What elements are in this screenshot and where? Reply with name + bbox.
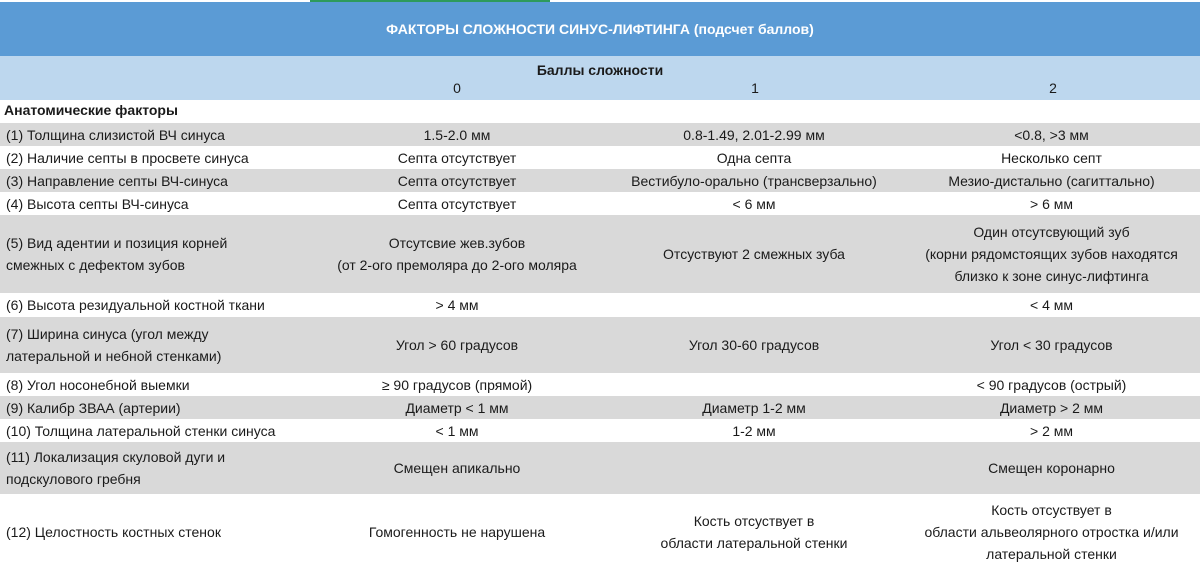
score-1-header: 1	[751, 80, 759, 96]
table-row	[0, 169, 1200, 192]
score-2-cell: Угол < 30 градусов	[990, 337, 1113, 353]
factor-cell: (2) Наличие септы в просвете синуса	[6, 149, 249, 166]
table-row	[0, 293, 1200, 317]
factor-cell: (9) Калибр ЗВАА (артерии)	[6, 399, 181, 416]
score-1-cell: Кость отсуствует в области латеральной стенки	[660, 513, 848, 551]
factor-cell: (12) Целостность костных стенок	[6, 524, 221, 540]
score-2-cell: Диаметр > 2 мм	[999, 399, 1104, 416]
score-1-cell: 1-2 мм	[732, 422, 776, 439]
factor-cell: (1) Толщина слизистой ВЧ синуса	[6, 126, 225, 143]
score-0-cell: Отсутсвие жев.зубов (от 2-ого премоляра до 2-ого моляра	[337, 235, 577, 273]
score-0-cell: < 1 мм	[435, 422, 479, 439]
section-heading: Анатомические факторы	[4, 102, 178, 118]
score-0-cell: Гомогенность не нарушена	[368, 524, 546, 540]
score-2-cell: Один отсутсвующий зуб (корни рядомстоящих зубов находятся близко к зоне синус-лифтинга	[925, 224, 1178, 284]
table-row	[0, 146, 1200, 169]
score-0-cell: Угол > 60 градусов	[395, 337, 519, 353]
score-1-cell: Отсуствуют 2 смежных зуба	[663, 246, 845, 262]
score-0-cell: 1.5-2.0 мм	[423, 126, 491, 143]
score-2-cell: Несколько септ	[1001, 149, 1102, 166]
score-2-header: 2	[1049, 80, 1057, 96]
score-0-cell: Септа отсутствует	[397, 149, 517, 166]
score-0-cell: Смещен апикально	[393, 460, 521, 476]
table-title-text: ФАКТОРЫ СЛОЖНОСТИ СИНУС-ЛИФТИНГА (подсчет баллов)	[386, 21, 814, 37]
factor-cell: (5) Вид адентии и позиция корней смежных с дефектом зубов	[6, 235, 228, 273]
score-2-cell: > 6 мм	[1030, 195, 1073, 212]
score-1-cell: Угол 30-60 градусов	[688, 337, 820, 353]
table-row	[0, 123, 1200, 146]
score-1-cell: Диаметр 1-2 мм	[702, 399, 806, 416]
score-0-header: 0	[453, 80, 461, 96]
table-row	[0, 494, 1200, 570]
table-row	[0, 419, 1200, 442]
factor-cell: (3) Направление септы ВЧ-синуса	[6, 172, 228, 189]
score-2-cell: Смещен коронарно	[988, 460, 1115, 476]
table-row	[0, 317, 1200, 373]
factor-cell: (8) Угол носонебной выемки	[6, 376, 190, 393]
score-0-cell: Септа отсутствует	[397, 172, 517, 189]
table-row	[0, 396, 1200, 419]
score-2-cell: Мезио-дистально (сагиттально)	[948, 172, 1155, 189]
score-2-cell: > 2 мм	[1030, 422, 1073, 439]
score-1-cell: Вестибуло-орально (трансверзально)	[631, 172, 877, 189]
score-0-cell: Диаметр < 1 мм	[405, 399, 509, 416]
score-2-cell: Кость отсуствует в области альвеолярного отростка и/или латеральной стенки	[924, 502, 1179, 562]
score-header-label: Баллы сложности	[536, 62, 664, 78]
score-1-cell: Одна септа	[716, 149, 792, 166]
factor-cell: (10) Толщина латеральной стенки синуса	[6, 422, 276, 439]
score-2-cell: <0.8, >3 мм	[1014, 126, 1089, 143]
table-title	[0, 2, 1200, 56]
factor-cell: (7) Ширина синуса (угол между латеральной и небной стенками)	[6, 326, 222, 364]
score-0-cell: Септа отсутствует	[397, 195, 517, 212]
factor-cell: (4) Высота септы ВЧ-синуса	[6, 195, 189, 212]
factor-cell: (6) Высота резидуальной костной ткани	[6, 297, 265, 313]
table-row	[0, 442, 1200, 494]
score-0-cell: > 4 мм	[435, 297, 479, 313]
score-0-cell: ≥ 90 градусов (прямой)	[381, 376, 533, 393]
table-row	[0, 215, 1200, 293]
score-header	[0, 56, 1200, 100]
table-row	[0, 192, 1200, 215]
score-2-cell: < 90 градусов (острый)	[976, 376, 1127, 393]
table-row	[0, 373, 1200, 396]
factor-cell: (11) Локализация скуловой дуги и подскулового гребня	[6, 449, 226, 487]
score-1-cell: < 6 мм	[732, 195, 776, 212]
score-2-cell: < 4 мм	[1030, 297, 1073, 313]
score-1-cell: 0.8-1.49, 2.01-2.99 мм	[683, 126, 825, 143]
